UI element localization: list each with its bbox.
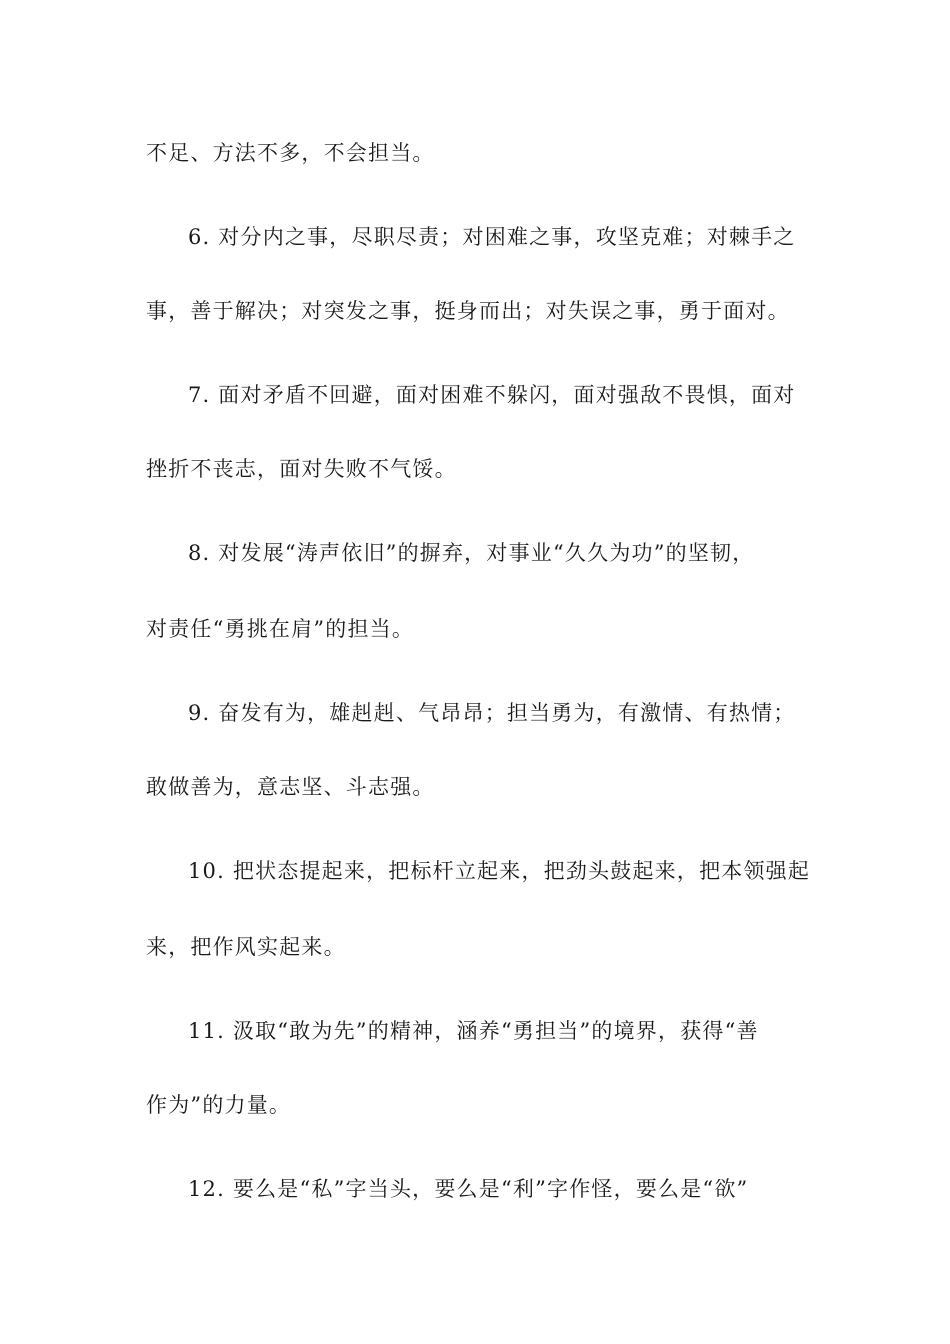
text-line: 12. 要么是“私”字当头，要么是“利”字作怪，要么是“欲” <box>188 1177 749 1201</box>
text-line: 9. 奋发有为，雄赳赳、气昂昂；担当勇为，有激情、有热情； <box>188 701 796 725</box>
text-line: 7. 面对矛盾不回避，面对困难不躲闪，面对强敌不畏惧，面对 <box>188 383 796 407</box>
text-line: 对责任“勇挑在肩”的担当。 <box>146 617 415 641</box>
text-line: 来，把作风实起来。 <box>146 935 346 959</box>
text-line: 10. 把状态提起来，把标杆立起来，把劲头鼓起来，把本领强起 <box>188 859 811 883</box>
text-line: 8. 对发展“涛声依旧”的摒弃，对事业“久久为功”的坚韧， <box>188 541 755 565</box>
text-line: 敢做善为，意志坚、斗志强。 <box>146 775 435 799</box>
text-line: 作为”的力量。 <box>146 1093 292 1117</box>
text-line: 11. 汲取“敢为先”的精神，涵养“勇担当”的境界，获得“善 <box>188 1019 759 1043</box>
text-line: 不足、方法不多，不会担当。 <box>146 141 435 165</box>
text-line: 事，善于解决；对突发之事，挺身而出；对失误之事，勇于面对。 <box>146 299 790 323</box>
text-line: 挫折不丧志，面对失败不气馁。 <box>146 457 457 481</box>
text-line: 6. 对分内之事，尽职尽责；对困难之事，攻坚克难；对棘手之 <box>188 225 796 249</box>
